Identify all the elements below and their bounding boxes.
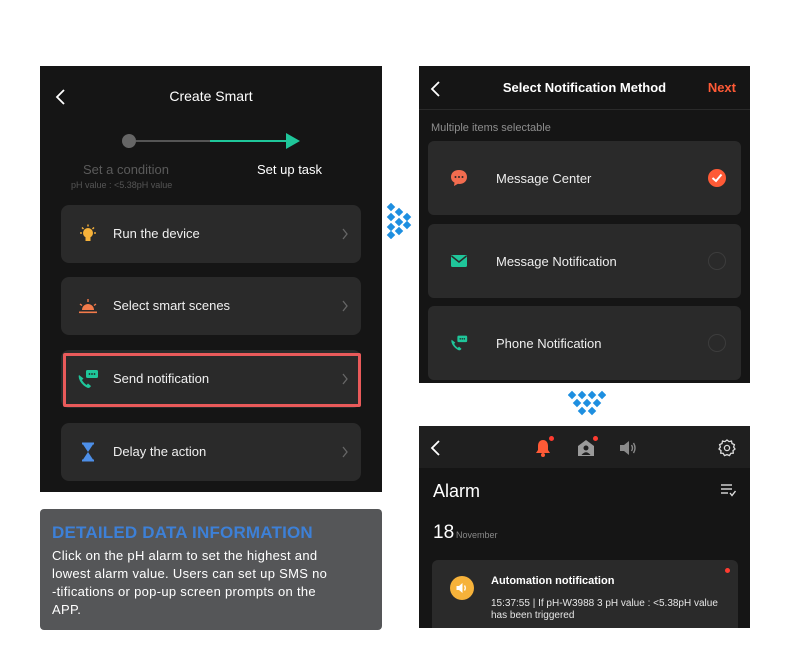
task-item-run-device[interactable] bbox=[61, 205, 361, 263]
step-indicator-dot bbox=[122, 134, 136, 148]
unread-dot bbox=[725, 568, 730, 573]
phone-message-icon bbox=[450, 334, 468, 352]
option-message-center[interactable] bbox=[428, 141, 741, 215]
option-message-notification[interactable] bbox=[428, 224, 741, 298]
sunrise-icon bbox=[77, 296, 99, 316]
radio-unchecked[interactable] bbox=[708, 334, 726, 352]
option-label: Message Notification bbox=[496, 254, 617, 269]
highlight-frame bbox=[63, 353, 361, 407]
chat-bubble-icon bbox=[450, 169, 468, 187]
lightbulb-icon bbox=[77, 224, 99, 244]
speaker-icon[interactable] bbox=[618, 439, 638, 457]
info-heading: DETAILED DATA INFORMATION bbox=[52, 523, 313, 542]
info-line: -tifications or pop-up screen prompts on the bbox=[52, 584, 316, 599]
unread-dot bbox=[549, 436, 554, 441]
radio-checked[interactable] bbox=[708, 169, 726, 187]
back-chevron-icon[interactable] bbox=[429, 439, 443, 457]
info-line: Click on the pH alarm to set the highest and bbox=[52, 548, 318, 563]
chevron-right-icon bbox=[341, 228, 349, 240]
page-title: Create Smart bbox=[169, 88, 253, 104]
radio-unchecked[interactable] bbox=[708, 252, 726, 270]
step-set-up-task: Set up task bbox=[257, 162, 323, 177]
chevron-right-icon bbox=[341, 300, 349, 312]
task-item-label: Delay the action bbox=[113, 444, 207, 459]
notification-body: 15:37:55 | If pH-W3988 3 pH value : <5.38pH value has been triggered bbox=[491, 598, 718, 621]
bell-icon[interactable] bbox=[534, 438, 552, 458]
checkmark-icon bbox=[709, 170, 725, 186]
task-item-label: Run the device bbox=[113, 226, 200, 241]
progress-line-inactive bbox=[136, 140, 210, 142]
option-label: Message Center bbox=[496, 171, 592, 186]
task-item-label: Send notification bbox=[113, 371, 210, 386]
info-line: APP. bbox=[52, 602, 82, 617]
date-month: November bbox=[456, 530, 498, 540]
step-condition-summary: pH value : <5.38pH value bbox=[71, 180, 173, 190]
task-item-smart-scenes[interactable] bbox=[61, 277, 361, 335]
envelope-icon bbox=[450, 252, 468, 270]
task-item-label: Select smart scenes bbox=[113, 298, 231, 313]
alarm-screen bbox=[419, 426, 750, 628]
speaker-alert-icon bbox=[450, 576, 474, 600]
notification-title: Automation notification bbox=[491, 575, 615, 587]
date-day: 18 bbox=[433, 522, 455, 543]
selection-hint: Multiple items selectable bbox=[431, 122, 551, 134]
info-text bbox=[52, 547, 370, 619]
connector-arrow-right-icon bbox=[386, 203, 416, 239]
step-set-condition[interactable]: Set a condition bbox=[83, 162, 170, 177]
unread-dot bbox=[593, 436, 598, 441]
task-item-delay-action[interactable] bbox=[61, 423, 361, 481]
header-divider bbox=[419, 109, 750, 110]
page-title: Alarm bbox=[433, 481, 481, 501]
detailed-data-info-box bbox=[40, 509, 382, 630]
info-line: lowest alarm value. Users can set up SMS no bbox=[52, 566, 328, 581]
gear-icon[interactable] bbox=[718, 439, 736, 457]
notification-card[interactable] bbox=[432, 560, 738, 628]
next-button[interactable]: Next bbox=[707, 80, 736, 95]
filter-list-icon[interactable] bbox=[720, 483, 736, 497]
chevron-right-icon bbox=[341, 446, 349, 458]
progress-line-active bbox=[210, 140, 290, 142]
page-title: Select Notification Method bbox=[502, 80, 667, 95]
hourglass-icon bbox=[77, 442, 99, 462]
create-smart-screen bbox=[40, 66, 382, 492]
home-person-icon[interactable] bbox=[576, 438, 596, 458]
option-phone-notification[interactable] bbox=[428, 306, 741, 380]
progress-arrow-icon bbox=[286, 133, 300, 149]
notification-method-screen bbox=[419, 66, 750, 383]
option-label: Phone Notification bbox=[496, 336, 602, 351]
connector-arrow-down-icon bbox=[568, 390, 606, 418]
